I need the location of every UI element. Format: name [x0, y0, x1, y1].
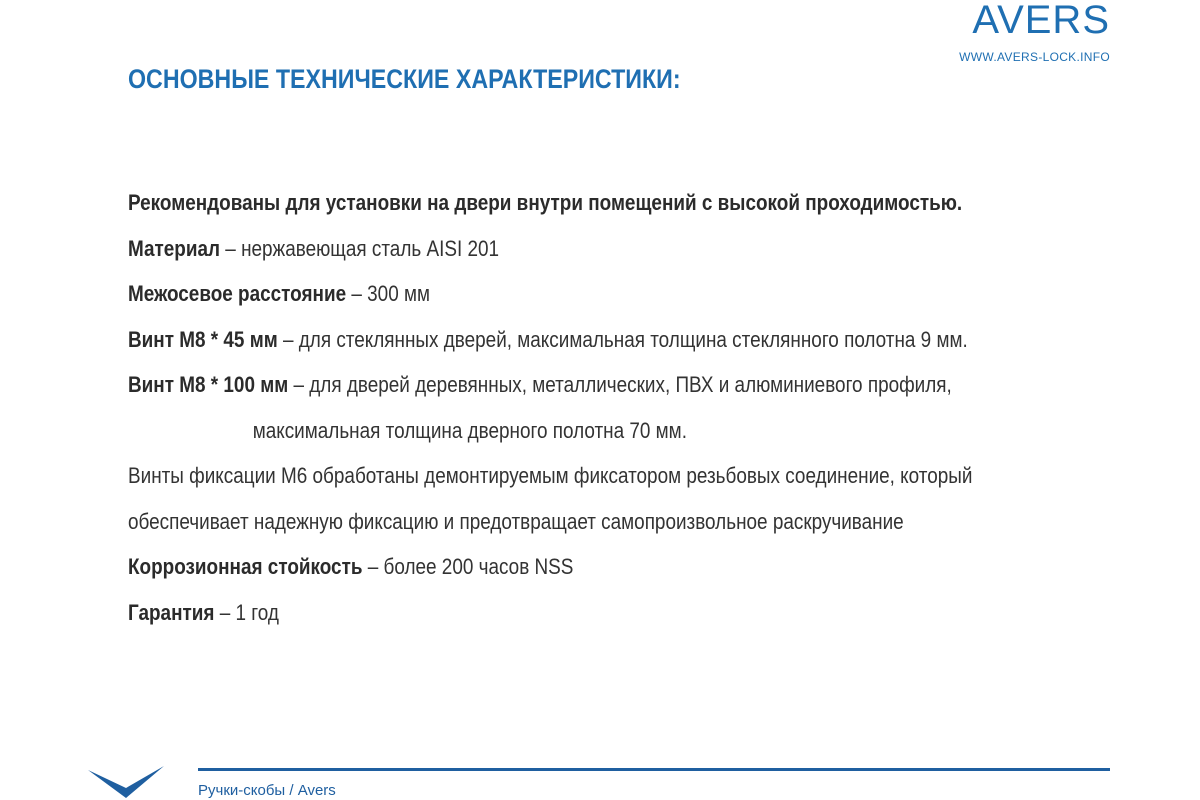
spec-material	[128, 234, 988, 280]
spec-value: – более 200 часов NSS	[362, 554, 574, 579]
spec-distance	[128, 279, 988, 325]
footer-divider	[198, 768, 1110, 771]
spec-value: – 1 год	[214, 599, 279, 625]
chevron-logo-icon	[86, 764, 166, 800]
footer-caption: Ручки-скобы / Avers	[198, 782, 336, 799]
spec-screw-100	[128, 370, 988, 416]
website-url[interactable]: WWW.AVERS-LOCK.INFO	[959, 50, 1110, 64]
spec-value: – нержавеющая сталь AISI 201	[220, 235, 500, 261]
spec-label: Коррозионная стойкость	[128, 554, 363, 579]
intro-text: Рекомендованы для установки на двери внутри помещений с высокой проходимостью.	[128, 190, 963, 215]
spec-screw-100-cont	[128, 416, 988, 462]
spec-value: обеспечивает надежную фиксацию и предотвращает самопроизвольное раскручивание	[128, 508, 904, 534]
spec-label: Винт М8 * 45 мм	[128, 326, 278, 352]
spec-list	[128, 188, 1128, 643]
spec-warranty	[128, 598, 988, 644]
spec-fix-1	[128, 461, 988, 507]
spec-label: Винт М8 * 100 мм	[128, 372, 289, 397]
spec-corrosion	[128, 552, 988, 598]
spec-value: – для стеклянных дверей, максимальная толщина стеклянного полотна 9 мм.	[277, 326, 968, 352]
spec-value: максимальная толщина дверного полотна 70 мм.	[252, 417, 687, 443]
spec-label: Материал	[128, 235, 221, 261]
spec-screw-45	[128, 325, 988, 371]
spec-label: Гарантия	[128, 599, 215, 625]
spec-intro	[128, 188, 988, 234]
spec-fix-2	[128, 507, 988, 553]
page-title: ОСНОВНЫЕ ТЕХНИЧЕСКИЕ ХАРАКТЕРИСТИКИ:	[128, 64, 681, 94]
spec-value: – 300 мм	[346, 281, 430, 306]
spec-value: – для дверей деревянных, металлических, ПВХ и алюминиевого профиля,	[288, 372, 952, 397]
brand-logo: AVERS	[972, 0, 1110, 42]
spec-value: Винты фиксации М6 обработаны демонтируемым фиксатором резьбовых соединение, который	[128, 463, 973, 488]
spec-label: Межосевое расстояние	[128, 281, 347, 306]
